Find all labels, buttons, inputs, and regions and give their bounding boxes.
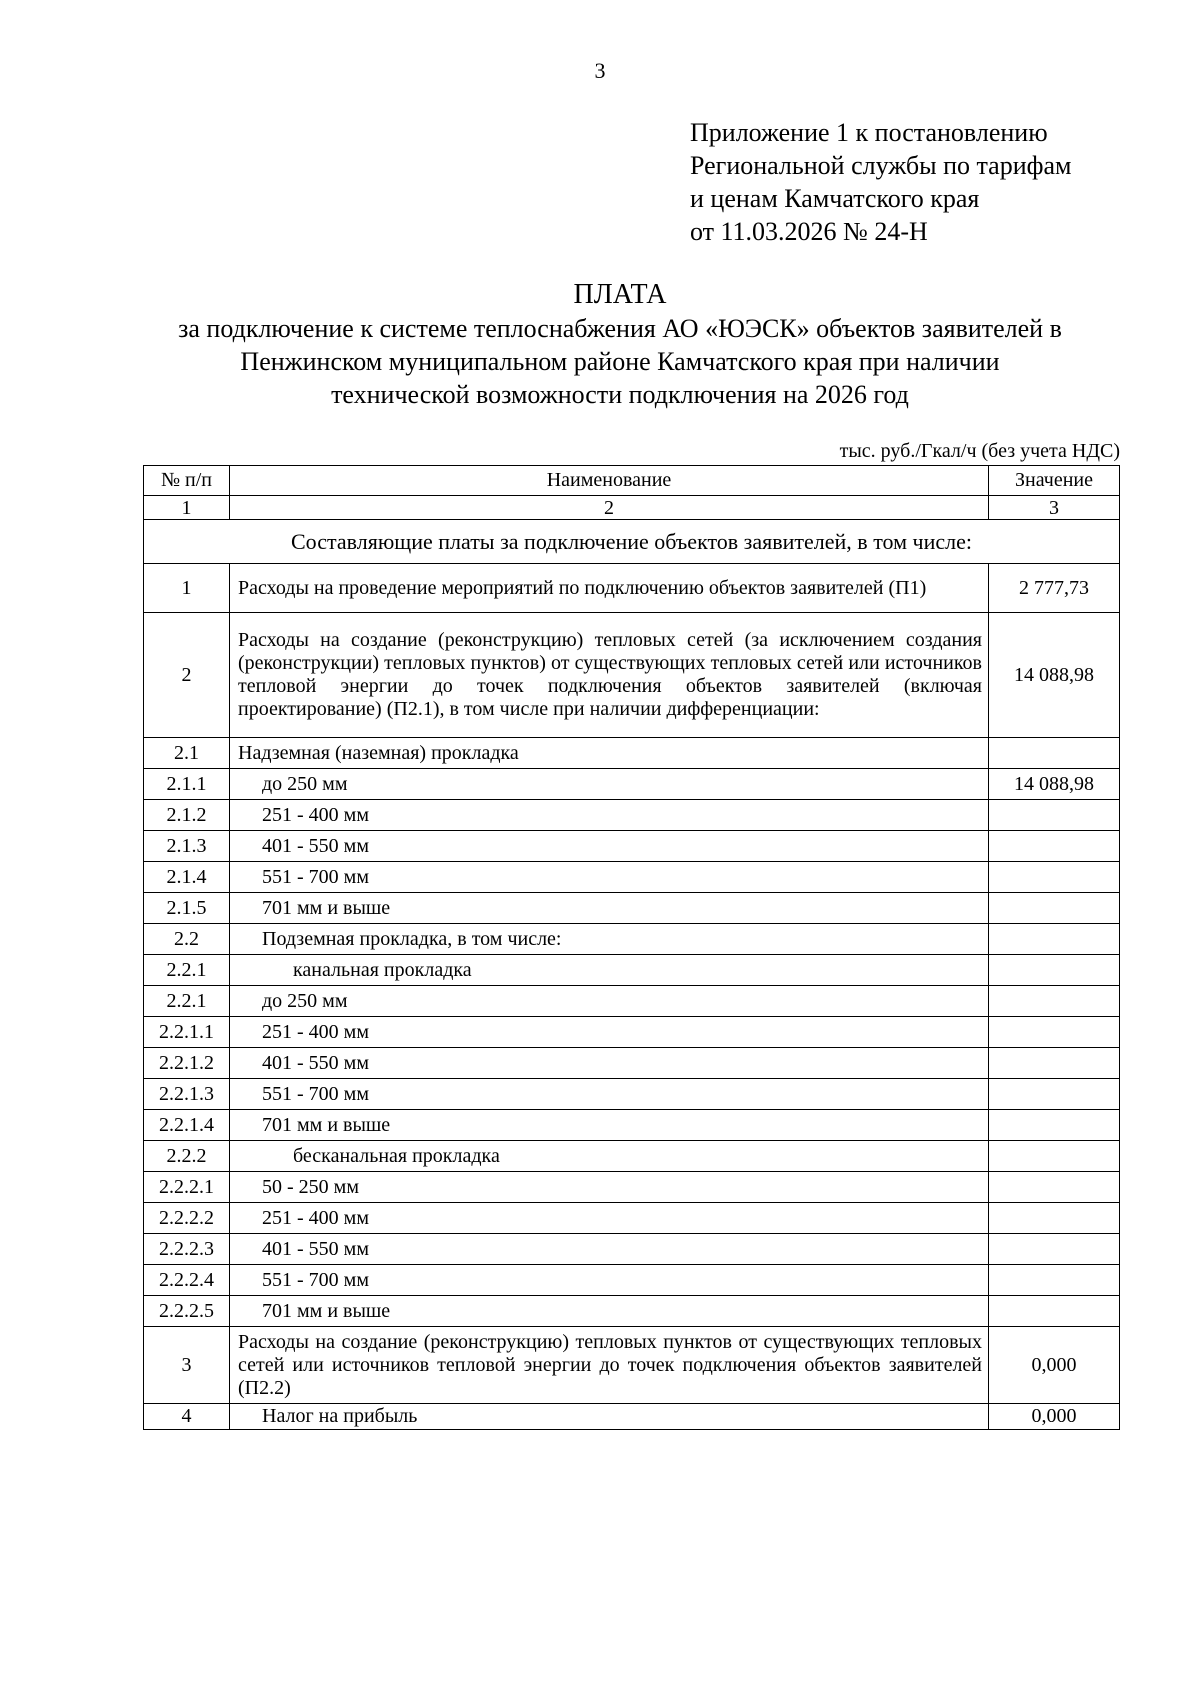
row-name: 551 - 700 мм bbox=[230, 1265, 989, 1296]
row-number: 2.2.2.3 bbox=[144, 1234, 230, 1265]
index-cell: 2 bbox=[230, 496, 989, 520]
table-row bbox=[144, 1079, 1120, 1110]
row-number: 2.2.2.1 bbox=[144, 1172, 230, 1203]
row-value bbox=[989, 1017, 1120, 1048]
row-number: 2.2.1.2 bbox=[144, 1048, 230, 1079]
row-number: 2.2.1 bbox=[144, 986, 230, 1017]
row-number: 2.2.1.4 bbox=[144, 1110, 230, 1141]
table-row bbox=[144, 1017, 1120, 1048]
table-row bbox=[144, 1110, 1120, 1141]
row-value bbox=[989, 1203, 1120, 1234]
table-row bbox=[144, 1234, 1120, 1265]
row-name: 401 - 550 мм bbox=[230, 1048, 989, 1079]
row-number: 2.1.3 bbox=[144, 831, 230, 862]
table-row bbox=[144, 1404, 1120, 1430]
row-number: 3 bbox=[144, 1327, 230, 1404]
table-row bbox=[144, 1203, 1120, 1234]
row-name: до 250 мм bbox=[230, 986, 989, 1017]
row-name: 701 мм и выше bbox=[230, 1296, 989, 1327]
section-row bbox=[144, 520, 1120, 564]
row-number: 2.1.1 bbox=[144, 769, 230, 800]
appendix-line: Региональной службы по тарифам bbox=[690, 151, 1072, 180]
row-name: 401 - 550 мм bbox=[230, 831, 989, 862]
table-row bbox=[144, 1327, 1120, 1404]
table-row bbox=[144, 1141, 1120, 1172]
table-row bbox=[144, 564, 1120, 613]
row-value bbox=[989, 1141, 1120, 1172]
row-value bbox=[989, 1296, 1120, 1327]
subtitle-line: технической возможности подключения на 2026 год bbox=[331, 380, 909, 409]
row-number: 2.2 bbox=[144, 924, 230, 955]
table-row bbox=[144, 769, 1120, 800]
row-value bbox=[989, 893, 1120, 924]
row-name: бесканальная прокладка bbox=[230, 1141, 989, 1172]
row-value bbox=[989, 738, 1120, 769]
table-row bbox=[144, 831, 1120, 862]
row-number: 2.2.1 bbox=[144, 955, 230, 986]
table-row bbox=[144, 1296, 1120, 1327]
main-title: ПЛАТА bbox=[573, 279, 667, 310]
row-number: 2.2.2.4 bbox=[144, 1265, 230, 1296]
row-name: 251 - 400 мм bbox=[230, 1203, 989, 1234]
table-row bbox=[144, 1172, 1120, 1203]
row-value bbox=[989, 1048, 1120, 1079]
row-name: 50 - 250 мм bbox=[230, 1172, 989, 1203]
row-value: 14 088,98 bbox=[989, 613, 1120, 738]
row-name: 701 мм и выше bbox=[230, 893, 989, 924]
row-number: 2.1 bbox=[144, 738, 230, 769]
fee-table bbox=[143, 465, 1120, 1430]
row-number: 2 bbox=[144, 613, 230, 738]
subtitle-line: Пенжинском муниципальном районе Камчатского края при наличии bbox=[240, 347, 1000, 376]
row-name: 401 - 550 мм bbox=[230, 1234, 989, 1265]
header-name: Наименование bbox=[230, 466, 989, 496]
row-number: 2.1.5 bbox=[144, 893, 230, 924]
appendix-line: и ценам Камчатского края bbox=[690, 184, 980, 213]
section-title: Составляющие платы за подключение объектов заявителей, в том числе: bbox=[144, 520, 1120, 564]
table-row bbox=[144, 1265, 1120, 1296]
table-row bbox=[144, 862, 1120, 893]
row-number: 2.1.2 bbox=[144, 800, 230, 831]
row-name: Налог на прибыль bbox=[230, 1404, 989, 1430]
row-value bbox=[989, 924, 1120, 955]
row-number: 2.2.1.3 bbox=[144, 1079, 230, 1110]
page-number: 3 bbox=[594, 58, 606, 83]
row-value bbox=[989, 831, 1120, 862]
table-row bbox=[144, 893, 1120, 924]
row-name: Надземная (наземная) прокладка bbox=[230, 738, 989, 769]
header-number: № п/п bbox=[144, 466, 230, 496]
row-name: 551 - 700 мм bbox=[230, 862, 989, 893]
row-name: Расходы на создание (реконструкцию) тепловых сетей (за исключением создания (реконструкции) тепловых пунктов) от существующих тепловых сетей или источников тепловой энергии до точек подключения объектов заявителей (включая проектирование) (П2.1), в том числе при наличии дифференциации: bbox=[230, 613, 989, 738]
row-number: 1 bbox=[144, 564, 230, 613]
document-title bbox=[120, 278, 1120, 411]
row-value bbox=[989, 862, 1120, 893]
row-number: 2.2.2.2 bbox=[144, 1203, 230, 1234]
row-value: 14 088,98 bbox=[989, 769, 1120, 800]
row-name: 251 - 400 мм bbox=[230, 1017, 989, 1048]
row-name: 701 мм и выше bbox=[230, 1110, 989, 1141]
table-row bbox=[144, 986, 1120, 1017]
row-value bbox=[989, 955, 1120, 986]
row-number: 2.2.2 bbox=[144, 1141, 230, 1172]
row-value bbox=[989, 1172, 1120, 1203]
table-index-row bbox=[144, 496, 1120, 520]
row-number: 2.2.2.5 bbox=[144, 1296, 230, 1327]
subtitle-line: за подключение к системе теплоснабжения АО «ЮЭСК» объектов заявителей в bbox=[178, 314, 1062, 343]
table-header-row bbox=[144, 466, 1120, 496]
row-name: канальная прокладка bbox=[230, 955, 989, 986]
index-cell: 1 bbox=[144, 496, 230, 520]
row-number: 2.1.4 bbox=[144, 862, 230, 893]
row-value: 2 777,73 bbox=[989, 564, 1120, 613]
table-row bbox=[144, 738, 1120, 769]
row-name: Расходы на проведение мероприятий по подключению объектов заявителей (П1) bbox=[230, 564, 989, 613]
appendix-line: Приложение 1 к постановлению bbox=[690, 118, 1048, 147]
table-row bbox=[144, 800, 1120, 831]
row-value: 0,000 bbox=[989, 1327, 1120, 1404]
index-cell: 3 bbox=[989, 496, 1120, 520]
table-row bbox=[144, 1048, 1120, 1079]
row-name: 251 - 400 мм bbox=[230, 800, 989, 831]
row-value: 0,000 bbox=[989, 1404, 1120, 1430]
row-value bbox=[989, 986, 1120, 1017]
row-name: Расходы на создание (реконструкцию) тепловых пунктов от существующих тепловых сетей или источников тепловой энергии до точек подключения объектов заявителей (П2.2) bbox=[230, 1327, 989, 1404]
row-value bbox=[989, 1079, 1120, 1110]
row-value bbox=[989, 1265, 1120, 1296]
row-value bbox=[989, 1110, 1120, 1141]
table-row bbox=[144, 613, 1120, 738]
row-value bbox=[989, 800, 1120, 831]
row-value bbox=[989, 1234, 1120, 1265]
header-value: Значение bbox=[989, 466, 1120, 496]
row-number: 2.2.1.1 bbox=[144, 1017, 230, 1048]
table-row bbox=[144, 924, 1120, 955]
row-number: 4 bbox=[144, 1404, 230, 1430]
row-name: Подземная прокладка, в том числе: bbox=[230, 924, 989, 955]
units-note: тыс. руб./Гкал/ч (без учета НДС) bbox=[839, 440, 1120, 462]
row-name: до 250 мм bbox=[230, 769, 989, 800]
appendix-header bbox=[690, 116, 1071, 248]
appendix-line: от 11.03.2026 № 24-Н bbox=[690, 217, 928, 246]
table-row bbox=[144, 955, 1120, 986]
row-name: 551 - 700 мм bbox=[230, 1079, 989, 1110]
